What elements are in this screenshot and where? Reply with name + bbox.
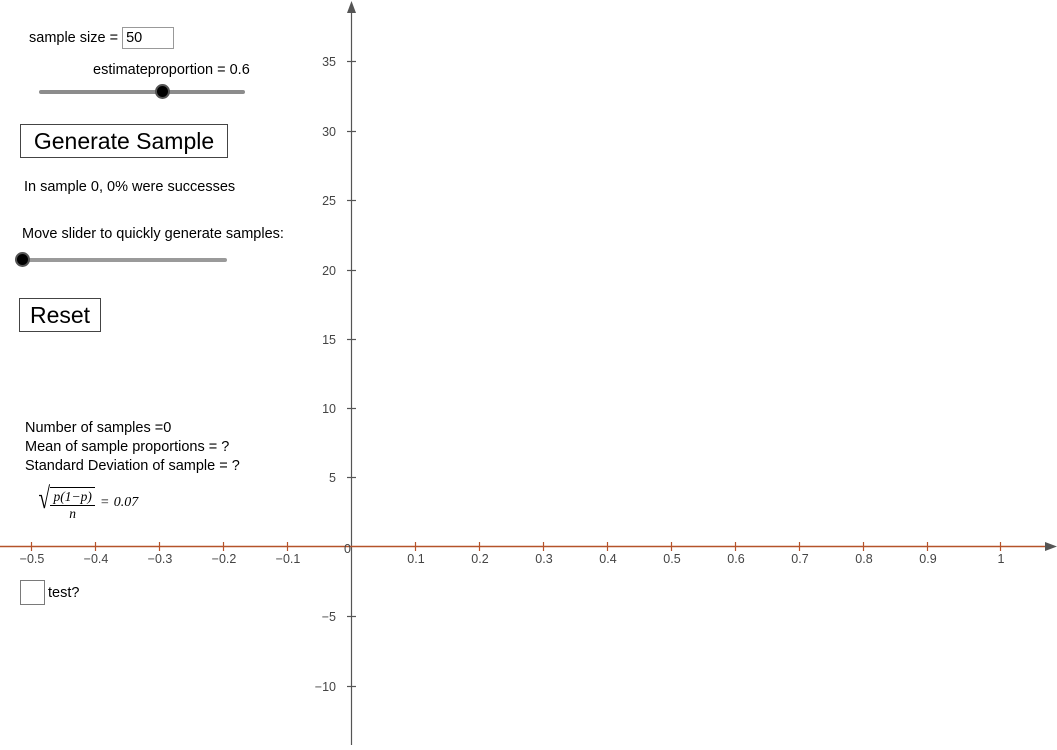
y-tick-label: 25	[322, 194, 336, 208]
control-panel	[0, 0, 352, 745]
quick-slider-label: Move slider to quickly generate samples:	[22, 226, 284, 242]
x-tick-label: 0.1	[407, 552, 425, 566]
quick-sample-slider[interactable]	[15, 252, 227, 268]
x-tick-label: 0.8	[855, 552, 873, 566]
y-tick-label: −5	[321, 610, 336, 624]
x-tick-label: 0.9	[919, 552, 937, 566]
test-checkbox-label: test?	[48, 584, 80, 601]
x-tick-label: 1	[997, 552, 1005, 566]
proportion-slider-label: estimateproportion = 0.6	[93, 62, 250, 78]
x-tick-label: 0.6	[727, 552, 745, 566]
x-tick-label: 0.2	[471, 552, 489, 566]
x-tick-label: −0.2	[211, 552, 237, 566]
proportion-slider-knob[interactable]	[155, 84, 170, 99]
statistics-block	[25, 419, 240, 476]
y-tick-label: 5	[329, 471, 336, 485]
proportion-slider-track[interactable]	[39, 90, 245, 94]
standard-error-formula	[36, 484, 138, 522]
x-tick-label: 0	[344, 542, 351, 556]
y-tick-label: 35	[322, 55, 336, 69]
sqrt-icon: √	[38, 482, 50, 515]
y-tick-label: 10	[322, 402, 336, 416]
x-tick-label: −0.3	[147, 552, 173, 566]
mean-of-proportions-text: Mean of sample proportions = ?	[25, 439, 230, 455]
standard-deviation-text: Standard Deviation of sample = ?	[25, 458, 240, 474]
y-tick-label: 15	[322, 333, 336, 347]
sample-size-row	[29, 27, 174, 49]
number-of-samples-text: Number of samples =0	[25, 420, 172, 436]
y-tick-label: −10	[314, 680, 336, 694]
y-tick-label: 30	[322, 125, 336, 139]
x-tick-label: −0.1	[275, 552, 301, 566]
x-tick-label: −0.4	[83, 552, 109, 566]
x-tick-label: 0.5	[663, 552, 681, 566]
sqrt-group	[36, 484, 95, 522]
generate-sample-button[interactable]: Generate Sample	[20, 124, 228, 158]
x-tick-label: 0.7	[791, 552, 809, 566]
x-tick-label: 0.4	[599, 552, 617, 566]
formula-numerator: p(1−p)	[53, 489, 92, 504]
fraction	[50, 487, 94, 522]
sample-size-label: sample size =	[29, 30, 119, 46]
quick-sample-slider-knob[interactable]	[15, 252, 30, 267]
y-tick-label: 20	[322, 264, 336, 278]
reset-button[interactable]: Reset	[19, 298, 101, 332]
formula-equals: =	[100, 495, 109, 510]
sample-result-text: In sample 0, 0% were successes	[24, 179, 236, 195]
sample-size-input[interactable]	[122, 27, 174, 49]
test-checkbox-row[interactable]	[20, 580, 79, 605]
x-tick-label: −0.5	[19, 552, 45, 566]
formula-denominator: n	[50, 505, 94, 522]
x-tick-label: 0.3	[535, 552, 553, 566]
proportion-slider[interactable]	[39, 84, 245, 100]
test-checkbox[interactable]	[20, 580, 45, 605]
quick-sample-slider-track[interactable]	[15, 258, 227, 262]
formula-value: 0.07	[113, 495, 139, 510]
